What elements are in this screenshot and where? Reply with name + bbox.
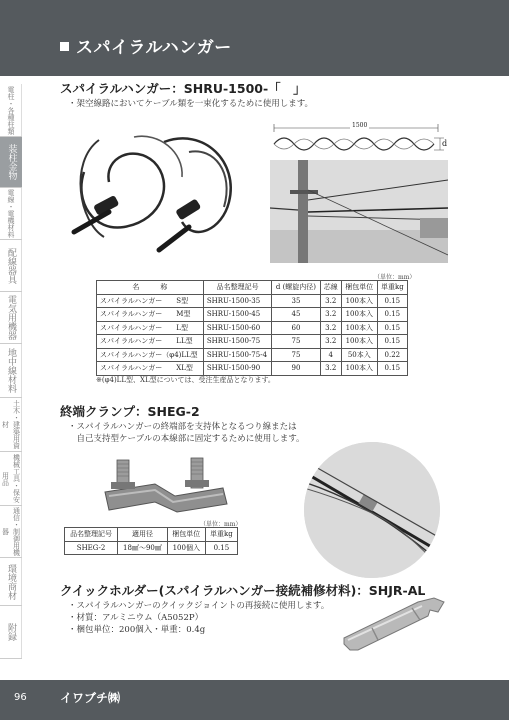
page-number: 96 (14, 692, 27, 703)
clamp-installation-photo (304, 442, 440, 578)
table-cell: SHRU-1500-45 (203, 308, 272, 322)
sidebar-item-3[interactable] (0, 240, 22, 291)
sidebar-item-2[interactable] (0, 188, 22, 239)
table-cell: 3.2 (320, 308, 341, 322)
table-cell: 3.2 (320, 294, 341, 308)
table-cell: スパイラルハンガー XL型 (97, 362, 204, 376)
pole-installation-photo (270, 160, 448, 263)
table-header-row (97, 281, 408, 295)
column-header: d (螺旋内径) (272, 281, 320, 295)
table-cell: 35 (272, 294, 320, 308)
table-row (65, 541, 238, 555)
table-cell: 3.2 (320, 362, 341, 376)
sidebar-item-1[interactable] (0, 137, 22, 187)
table-cell: 100本入 (341, 362, 377, 376)
column-header: 名 称 (97, 281, 204, 295)
sidebar-item-label: 土木・建築用資材 (1, 400, 21, 449)
column-header: 梱包単位 (167, 528, 205, 542)
section3-title: クイックホルダー(スパイラルハンガー接続補修材料)：SHJR-AL (60, 583, 426, 598)
table-cell: スパイラルハンガー S型 (97, 294, 204, 308)
sidebar-separator (0, 658, 22, 659)
sidebar-item-label: 附録 (6, 623, 16, 641)
table-cell: SHRU-1500-60 (203, 321, 272, 335)
length-label: 1500 (352, 122, 368, 129)
section3-description-line1: ・スパイラルハンガーのクイックジョイントの再接続に使用します。 (68, 601, 330, 611)
table-row (97, 308, 408, 322)
table-cell: SHRU-1500-75-4 (203, 348, 272, 362)
sidebar-item-label: 電柱・各種柱類 (7, 85, 15, 135)
table-cell: 45 (272, 308, 320, 322)
table-cell: 0.22 (377, 348, 407, 362)
column-header: 単重kg (377, 281, 407, 295)
sidebar-item-label: 地中線材料 (6, 348, 16, 393)
section2-description-line1: ・スパイラルハンガーの終端部を支持体となるつり線または (68, 422, 297, 432)
column-header: 適用径 (118, 528, 168, 542)
sidebar-item-7[interactable] (0, 452, 22, 505)
sidebar-item-0[interactable] (0, 84, 22, 136)
terminal-clamp-spec-table (64, 527, 238, 555)
sidebar-item-10[interactable] (0, 606, 22, 658)
table-cell: 18㎟〜90㎟ (118, 541, 168, 555)
section2-unit-note: （単位：mm） (200, 521, 242, 528)
company-name: イワブチ㈱ (60, 691, 121, 705)
column-header: 梱包単位 (341, 281, 377, 295)
column-header: 単重kg (205, 528, 237, 542)
table-row (97, 335, 408, 349)
table-row (97, 362, 408, 376)
column-header: 品名整理記号 (203, 281, 272, 295)
spiral-hanger-photo (64, 132, 250, 260)
table-cell: 50本入 (341, 348, 377, 362)
table-cell: 0.15 (377, 294, 407, 308)
page-title (60, 33, 232, 58)
section1-unit-note: （単位：mm） (374, 274, 416, 281)
sidebar-item-4[interactable] (0, 292, 22, 343)
section2-description-line2: 自己支持型ケーブルの本線部に固定するために使用します。 (68, 434, 305, 444)
table-cell: SHRU-1500-90 (203, 362, 272, 376)
table-cell: 100本入 (341, 294, 377, 308)
sidebar-item-8[interactable] (0, 506, 22, 557)
table-cell: 100本入 (341, 308, 377, 322)
terminal-clamp-photo (95, 452, 235, 520)
section1-title: スパイラルハンガー：SHRU-1500-「 」 (60, 81, 306, 96)
sidebar-item-label: 機械工具・保安用品 (1, 454, 21, 503)
sidebar-item-5[interactable] (0, 344, 22, 397)
table-cell: スパイラルハンガー M型 (97, 308, 204, 322)
table-cell: 3.2 (320, 335, 341, 349)
section1-footnote: ※(φ4)LL型、XL型については、受注生産品となります。 (96, 376, 275, 384)
spiral-dimension-diagram (268, 118, 448, 158)
table-cell: SHRU-1500-35 (203, 294, 272, 308)
table-cell: SHEG-2 (65, 541, 118, 555)
table-cell: スパイラルハンガー L型 (97, 321, 204, 335)
column-header: 芯線 (320, 281, 341, 295)
table-row (97, 294, 408, 308)
sidebar-item-label: 環境商材 (6, 563, 16, 600)
table-cell: 75 (272, 335, 320, 349)
sidebar-item-label: 電線・電機材料 (7, 189, 15, 238)
table-cell: 90 (272, 362, 320, 376)
table-row (97, 321, 408, 335)
table-cell: 100個入 (167, 541, 205, 555)
section3-description-line3: ・梱包単位：200個入・単重：0.4g (68, 625, 206, 635)
table-cell: 0.15 (205, 541, 237, 555)
column-header: 品名整理記号 (65, 528, 118, 542)
table-cell: 0.15 (377, 335, 407, 349)
sidebar-item-label: 配線器具 (6, 247, 16, 284)
table-cell: 100本入 (341, 335, 377, 349)
table-cell: 75 (272, 348, 320, 362)
sidebar-item-label: 装柱金物 (6, 144, 17, 180)
sidebar-item-6[interactable] (0, 398, 22, 451)
table-header-row (65, 528, 238, 542)
table-cell: スパイラルハンガー LL型 (97, 335, 204, 349)
table-cell: SHRU-1500-75 (203, 335, 272, 349)
table-cell: スパイラルハンガー（φ4)LL型 (97, 348, 204, 362)
section3-description-line2: ・材質：アルミニウム（A5052P） (68, 613, 204, 623)
table-cell: 0.15 (377, 362, 407, 376)
section1-description: ・架空線路においてケーブル類を一束化するために使用します。 (68, 99, 314, 109)
quick-holder-photo (338, 592, 454, 654)
table-row (97, 348, 408, 362)
sidebar-item-label: 電気用機器 (6, 295, 16, 340)
table-cell: 0.15 (377, 308, 407, 322)
spiral-hanger-spec-table (96, 280, 408, 376)
page-title-text: スパイラルハンガー (76, 38, 232, 58)
table-cell: 4 (320, 348, 341, 362)
table-cell: 3.2 (320, 321, 341, 335)
table-cell: 0.15 (377, 321, 407, 335)
title-square-icon (60, 42, 69, 51)
section2-title: 終端クランプ：SHEG-2 (60, 404, 200, 419)
table-cell: 60 (272, 321, 320, 335)
table-cell: 100本入 (341, 321, 377, 335)
sidebar-item-label: 通信・制御用機器 (1, 507, 21, 556)
diameter-label: d (442, 139, 448, 148)
sidebar-item-9[interactable] (0, 558, 22, 605)
